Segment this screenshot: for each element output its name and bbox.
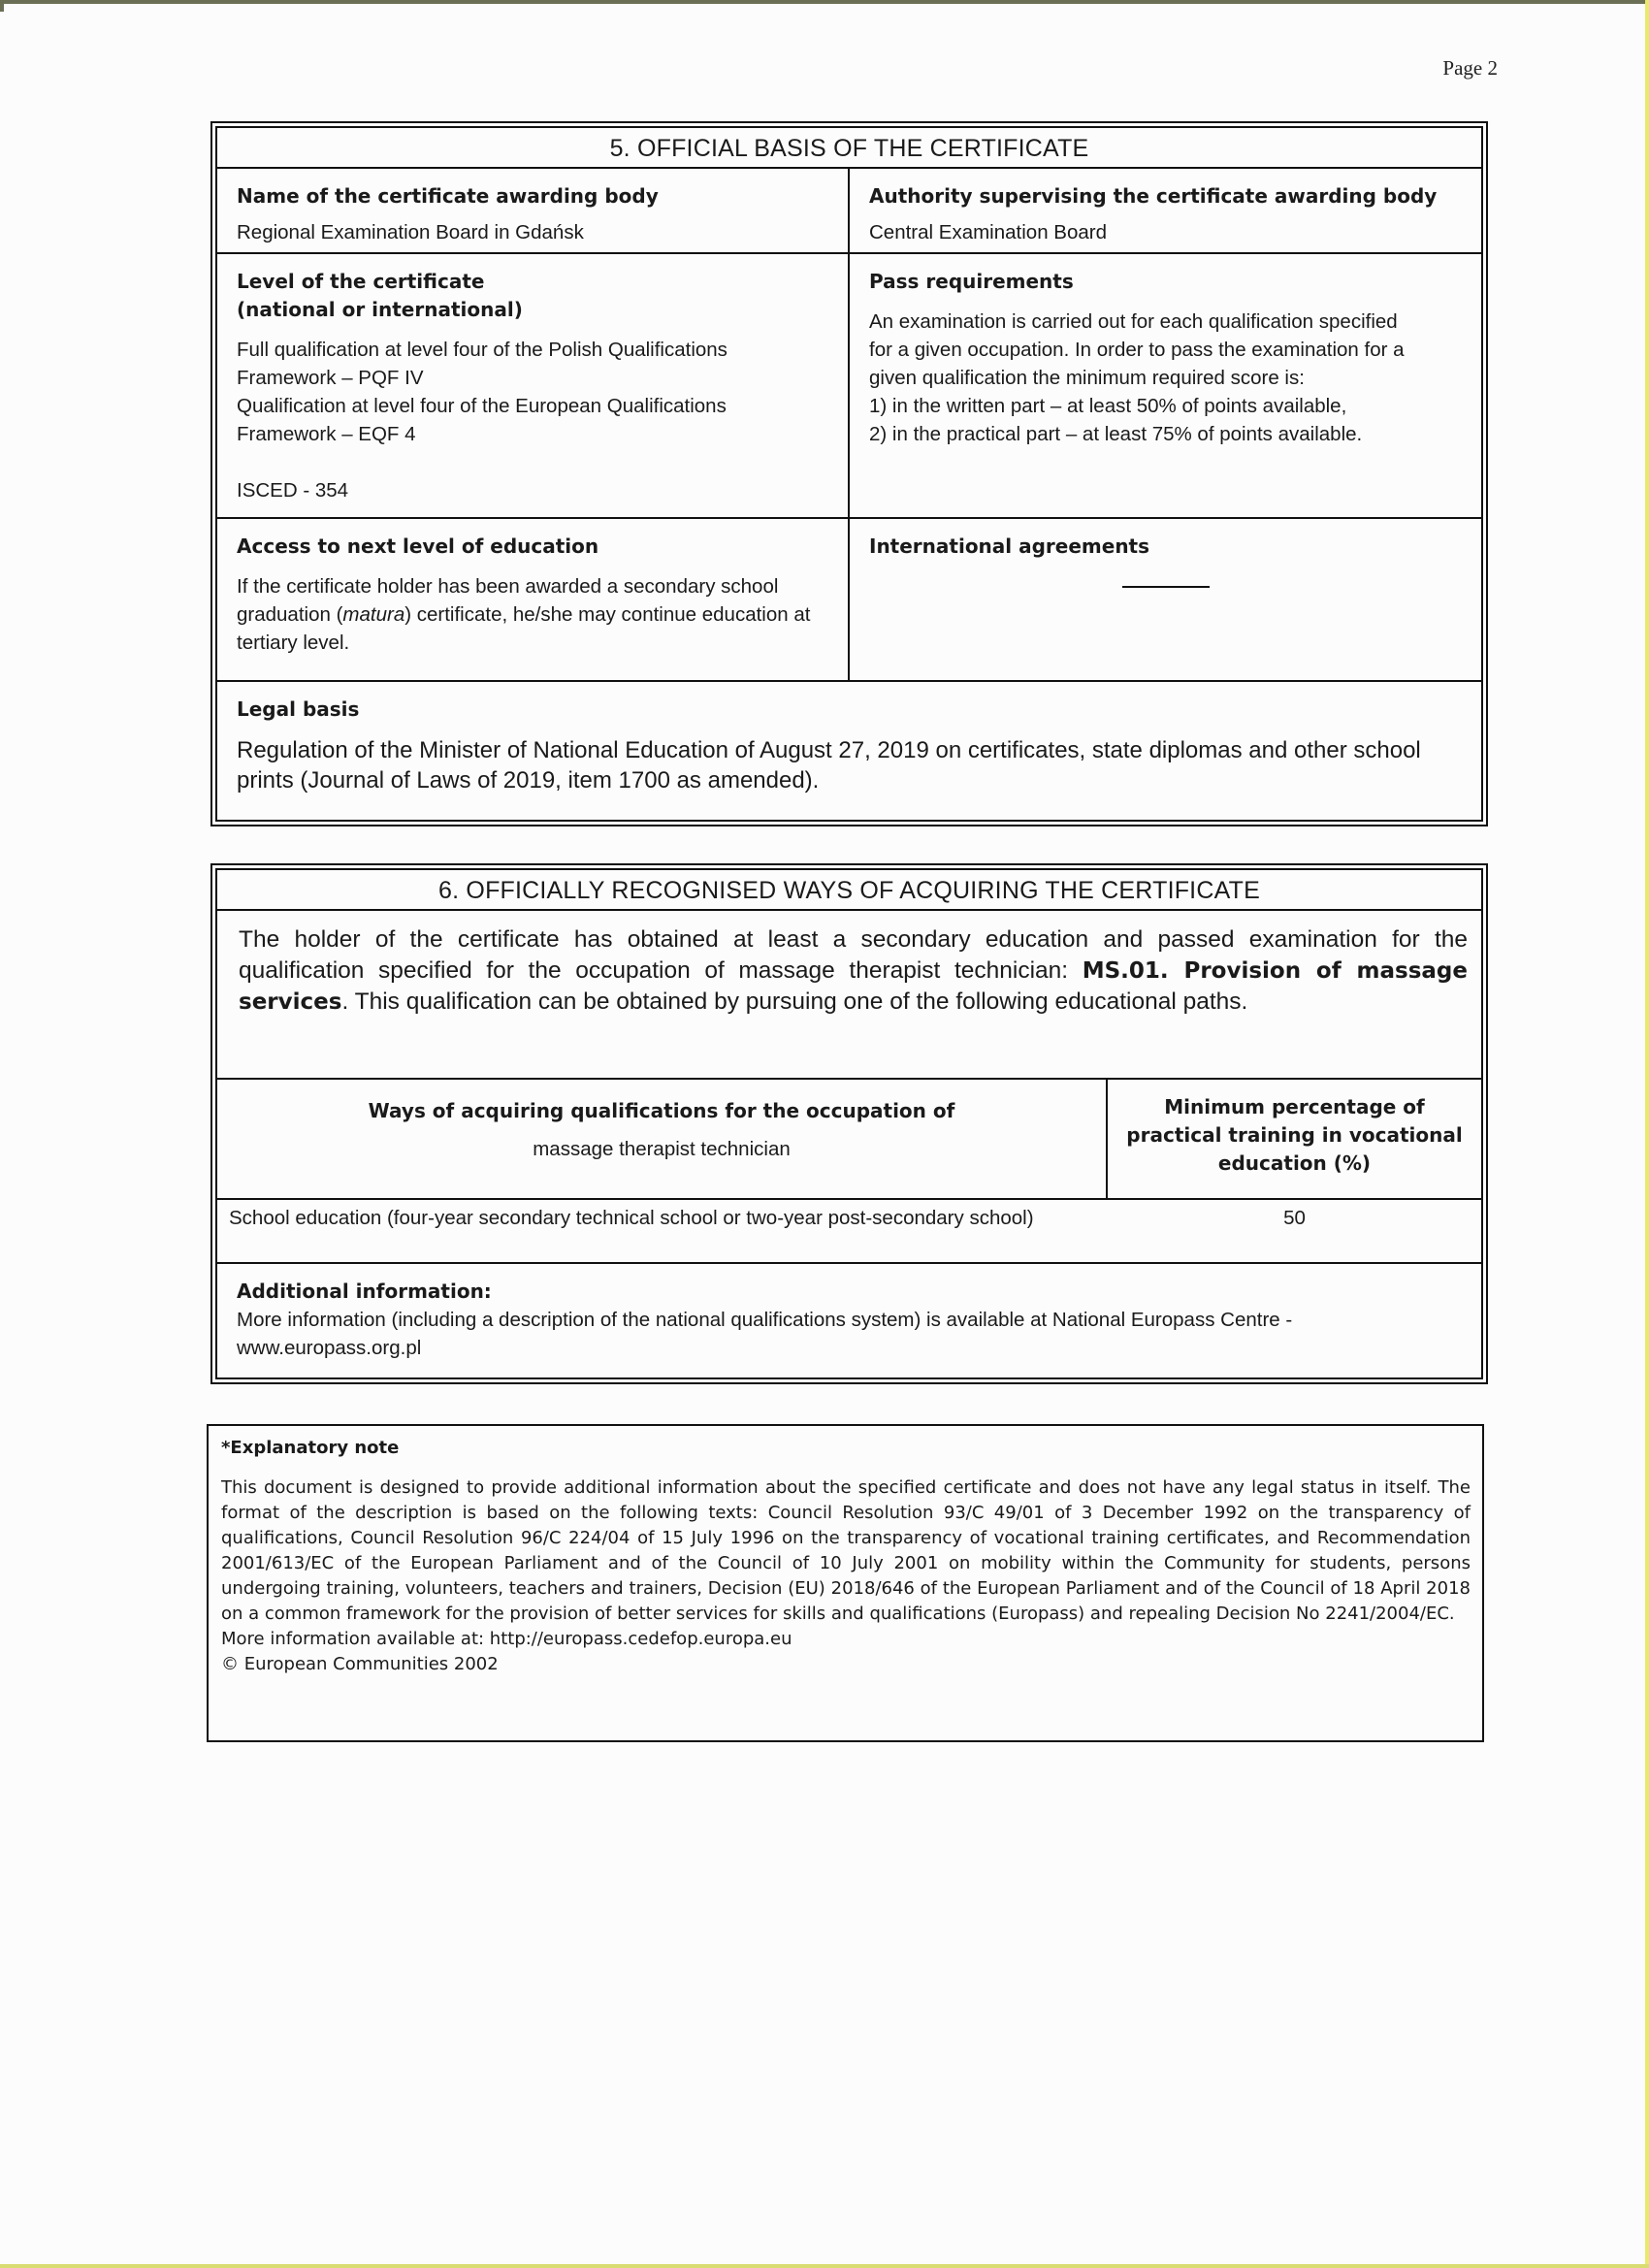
ways-subheader-text: massage therapist technician	[533, 1138, 791, 1160]
level-heading-line1: Level of the certificate	[237, 270, 485, 293]
legal-basis-text: Regulation of the Minister of National Education of August 27, 2019 on certificates, state diplomas and other school prints (Journal of Laws of 2019, item 1700 as amended).	[237, 737, 1421, 794]
access-next-level-cell	[217, 519, 850, 680]
level-line: Qualification at level four of the European Qualifications	[237, 395, 727, 417]
level-line: Full qualification at level four of the Polish Qualifications	[237, 339, 728, 361]
supervising-authority-cell	[850, 169, 1481, 252]
access-next-level-text: If the certificate holder has been awarded a secondary school graduation (matura) certificate, he/she may continue education at tertiary level.	[237, 575, 811, 654]
section-5-table	[215, 126, 1483, 822]
explanatory-note-text: This document is designed to provide additional information about the specified certificate and does not have any legal status in itself. The format of the description is based on the following texts: Council Resolution 93/C 49/01 of 3 December 1992 on the transparency of qualifications, Council Resolution 96/C 224/04 of 15 July 1996 on the transparency of vocational training certificates, and Recommendation 2001/613/EC of the European Parliament and of the Council of 10 July 2001 on mobility within the Community for students, persons undergoing training, volunteers, teachers and trainers, Decision (EU) 2018/646 of the European Parliament and of the Council of 18 April 2018 on a common framework for the provision of better services for skills and qualifications (Europass) and repealing Decision No 2241/2004/EC.	[221, 1477, 1471, 1624]
legal-basis-cell	[217, 682, 1481, 803]
scan-edge-right	[1645, 0, 1649, 2268]
scan-edge-left	[0, 0, 4, 12]
page-number: Page 2	[1442, 56, 1498, 80]
international-agreements-empty-dash	[1122, 586, 1210, 588]
international-agreements-heading: International agreements	[869, 535, 1150, 558]
level-line: Framework – EQF 4	[237, 423, 416, 445]
percentage-value: 50	[1283, 1207, 1306, 1229]
section-5-title: 5. OFFICIAL BASIS OF THE CERTIFICATE	[217, 128, 1481, 169]
level-heading-line2: (national or international)	[237, 298, 523, 321]
awarding-body-heading: Name of the certificate awarding body	[237, 184, 659, 208]
explanatory-note-box	[207, 1424, 1484, 1742]
row-legal-basis	[217, 682, 1481, 803]
explanatory-note-more-info: More information available at: http://europass.cedefop.europa.eu	[221, 1629, 792, 1649]
pass-requirements-line: for a given occupation. In order to pass the examination for a	[869, 339, 1405, 361]
table-row	[217, 1200, 1481, 1264]
pass-requirements-line: 1) in the written part – at least 50% of points available,	[869, 395, 1347, 417]
section-6-title: 6. OFFICIALLY RECOGNISED WAYS OF ACQUIRING THE CERTIFICATE	[217, 870, 1481, 911]
explanatory-note-copyright: © European Communities 2002	[221, 1654, 499, 1674]
level-line: Framework – PQF IV	[237, 367, 424, 389]
additional-info-cell	[217, 1264, 1481, 1370]
row-intro	[217, 911, 1481, 1080]
section-5-frame	[210, 121, 1488, 826]
qualification-name: MS.01. Provision of massage services	[239, 958, 1468, 1015]
way-cell	[217, 1200, 1108, 1262]
pass-requirements-cell	[850, 254, 1481, 517]
additional-info-heading: Additional information:	[237, 1280, 492, 1303]
way-text: School education (four-year secondary technical school or two-year post-secondary school)	[229, 1207, 1034, 1229]
supervising-authority-value: Central Examination Board	[869, 221, 1107, 243]
international-agreements-cell	[850, 519, 1481, 680]
row-additional-info	[217, 1264, 1481, 1370]
level-cell	[217, 254, 850, 517]
percentage-cell	[1108, 1200, 1481, 1262]
ways-header-text: Ways of acquiring qualifications for the occupation of	[368, 1099, 955, 1122]
pass-requirements-heading: Pass requirements	[869, 270, 1074, 293]
ways-column-header	[217, 1080, 1108, 1198]
awarding-body-value: Regional Examination Board in Gdańsk	[237, 221, 584, 243]
section-6-frame	[210, 863, 1488, 1384]
intro-text: The holder of the certificate has obtained at least a secondary education and passed examination for the qualification specified for the occupation of massage therapist technician: MS.01. Provision of massage services. This qualification can be obtained by pursuing one of the following educational paths.	[239, 926, 1468, 1015]
pass-requirements-line: given qualification the minimum required score is:	[869, 367, 1305, 389]
pass-requirements-line: 2) in the practical part – at least 75% of points available.	[869, 423, 1363, 445]
pass-requirements-line: An examination is carried out for each qualification specified	[869, 310, 1398, 333]
awarding-body-cell	[217, 169, 850, 252]
scan-edge-bottom	[0, 2264, 1649, 2268]
row-access-agreements	[217, 519, 1481, 682]
row-awarding-body	[217, 169, 1481, 254]
isced-code: ISCED - 354	[237, 479, 349, 502]
scan-edge-top	[0, 0, 1649, 4]
legal-basis-heading: Legal basis	[237, 697, 360, 721]
access-next-level-heading: Access to next level of education	[237, 535, 599, 558]
section-6-table	[215, 868, 1483, 1379]
percentage-header-text: Minimum percentage of practical training in vocational education (%)	[1126, 1095, 1463, 1175]
ways-table-header	[217, 1080, 1481, 1200]
row-level-pass	[217, 254, 1481, 519]
additional-info-text: More information (including a description of the national qualifications system) is available at National Europass Centre - www.europass.org.pl	[237, 1309, 1293, 1359]
explanatory-note-heading: *Explanatory note	[221, 1438, 400, 1458]
percentage-column-header	[1108, 1080, 1481, 1198]
intro-cell	[217, 911, 1481, 1078]
supervising-authority-heading: Authority supervising the certificate awarding body	[869, 184, 1438, 208]
